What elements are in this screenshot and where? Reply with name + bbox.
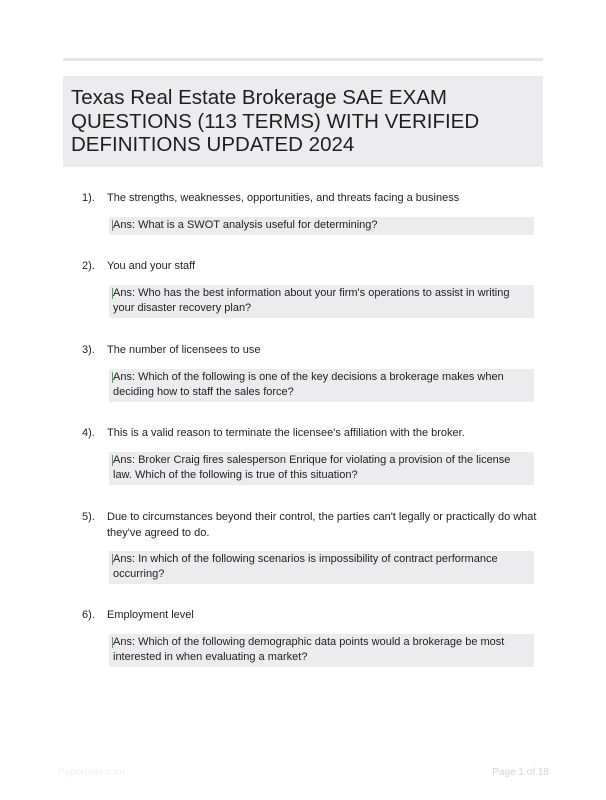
question-text: This is a valid reason to terminate the licensee's affiliation with the broker. bbox=[107, 427, 465, 439]
footer-watermark: Paperfolio.com bbox=[58, 767, 125, 778]
answer-box bbox=[109, 217, 534, 235]
answer-text: Ans: In which of the following scenarios is impossibility of contract performance occurring? bbox=[113, 553, 498, 580]
answer-marker bbox=[112, 288, 113, 299]
page-indicator: Page 1 of 18 bbox=[492, 767, 549, 778]
answer-marker bbox=[112, 637, 113, 648]
question-text: You and your staff bbox=[107, 260, 196, 272]
question-text: Employment level bbox=[107, 609, 194, 621]
answer-box bbox=[109, 634, 534, 667]
answer-box bbox=[109, 551, 534, 584]
answer-marker bbox=[112, 220, 113, 231]
answer-box bbox=[109, 285, 534, 318]
answer-text: Ans: Who has the best information about your firm's operations to assist in writing your disaster recovery plan? bbox=[113, 287, 510, 314]
title-banner bbox=[63, 76, 543, 167]
item-number: 4). bbox=[82, 427, 95, 439]
top-divider bbox=[63, 58, 543, 61]
item-number: 3). bbox=[82, 344, 95, 356]
question-text: The number of licensees to use bbox=[107, 344, 261, 356]
answer-text: Ans: What is a SWOT analysis useful for determining? bbox=[113, 219, 378, 231]
item-number: 6). bbox=[82, 609, 95, 621]
answer-text: Ans: Which of the following demographic data points would a brokerage be most interested in when evaluating a market? bbox=[113, 636, 505, 663]
answer-text: Ans: Broker Craig fires salesperson Enrique for violating a provision of the license law. Which of the following is true of this situation? bbox=[113, 454, 511, 481]
answer-marker bbox=[112, 372, 113, 383]
answer-text: Ans: Which of the following is one of the key decisions a brokerage makes when deciding how to staff the sales force? bbox=[113, 371, 504, 398]
question-text: Due to circumstances beyond their control, the parties can't legally or practically do what they've agreed to do. bbox=[107, 511, 537, 539]
answer-marker bbox=[112, 455, 113, 466]
answer-marker bbox=[112, 554, 113, 565]
item-number: 1). bbox=[82, 192, 95, 204]
question-text: The strengths, weaknesses, opportunities, and threats facing a business bbox=[107, 192, 460, 204]
item-number: 2). bbox=[82, 260, 95, 272]
answer-box bbox=[109, 369, 534, 402]
answer-box bbox=[109, 452, 534, 485]
item-number: 5). bbox=[82, 511, 95, 523]
document-title: Texas Real Estate Brokerage SAE EXAM QUESTIONS (113 TERMS) WITH VERIFIED DEFINITIONS UPDATED 2024 bbox=[71, 86, 480, 156]
